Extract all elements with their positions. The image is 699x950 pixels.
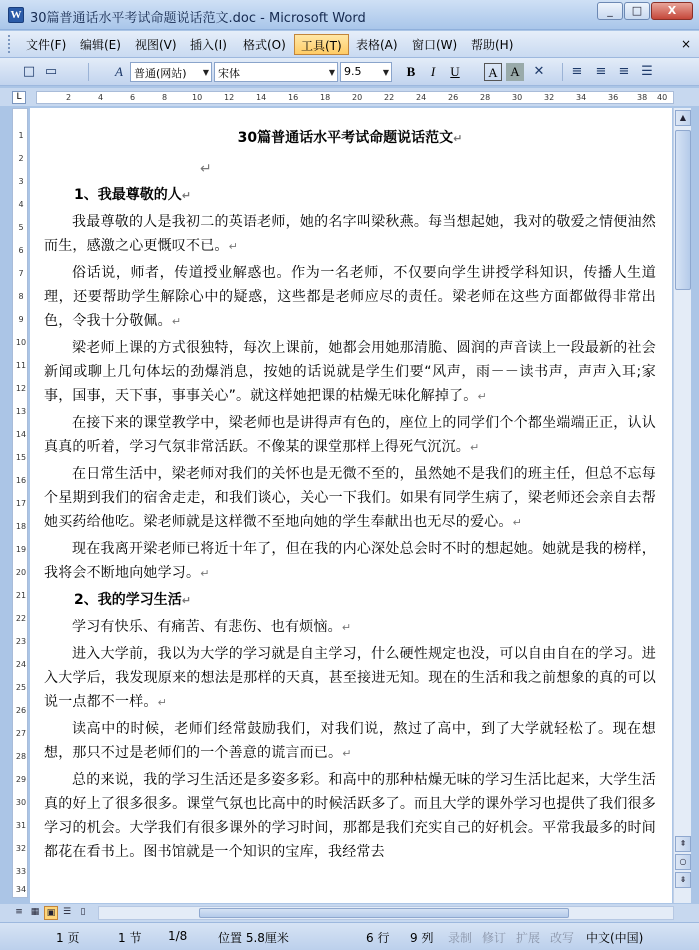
menu-file[interactable]: 文件(F) xyxy=(26,38,67,52)
vruler-mark: 27 xyxy=(15,729,27,738)
menu-format[interactable]: 格式(O) xyxy=(243,38,286,52)
vruler-mark: 34 xyxy=(15,885,27,894)
new-document-icon[interactable]: □ xyxy=(22,64,36,79)
vruler-mark: 3 xyxy=(18,177,24,186)
ruler-mark: 16 xyxy=(288,93,299,102)
vruler-mark: 26 xyxy=(15,706,27,715)
vruler-mark: 20 xyxy=(15,568,27,577)
menu-view[interactable]: 视图(V) xyxy=(135,38,177,52)
vruler-mark: 10 xyxy=(15,338,27,347)
vruler-mark: 15 xyxy=(15,453,27,462)
section-heading-1: 1、我最尊敬的人↵ xyxy=(74,187,191,203)
toolbar-separator xyxy=(88,63,89,81)
character-scaling-icon[interactable]: ✕ xyxy=(533,64,545,79)
title-bar xyxy=(0,0,699,30)
next-page-icon[interactable]: ⇟ xyxy=(675,872,691,888)
status-column: 9 列 xyxy=(410,931,434,945)
window-title: 30篇普通话水平考试命题说话范文.doc - Microsoft Word xyxy=(30,11,366,26)
close-document-icon[interactable]: × xyxy=(680,37,691,51)
status-language: 中文(中国) xyxy=(586,931,644,945)
vruler-mark: 14 xyxy=(15,430,27,439)
menu-table[interactable]: 表格(A) xyxy=(356,38,398,52)
ruler-mark: 36 xyxy=(608,93,619,102)
ruler-mark: 32 xyxy=(544,93,555,102)
menu-tools[interactable]: 工具(T) xyxy=(294,34,349,55)
browse-object-icon[interactable]: ○ xyxy=(675,854,691,870)
menu-grip-handle[interactable] xyxy=(8,35,12,53)
reading-view-icon[interactable]: ▯ xyxy=(80,907,86,917)
vruler-mark: 24 xyxy=(15,660,27,669)
vruler-mark: 1 xyxy=(18,131,24,140)
paragraph: 现在我离开梁老师已将近十年了，但在我的内心深处总会时不时的想起她。她就是我的榜样，我将会不断地向她学习。↵ xyxy=(44,541,656,581)
ruler-mark: 12 xyxy=(224,93,235,102)
ruler-mark: 18 xyxy=(320,93,331,102)
ruler-mark: 34 xyxy=(576,93,587,102)
ruler-mark: 40 xyxy=(657,93,668,102)
font-combo[interactable] xyxy=(214,62,338,82)
ruler-mark: 24 xyxy=(416,93,427,102)
outline-view-icon[interactable]: ☰ xyxy=(62,907,72,917)
status-bar xyxy=(0,922,699,950)
vruler-mark: 13 xyxy=(15,407,27,416)
ruler-scale[interactable] xyxy=(36,91,674,104)
menu-help[interactable]: 帮助(H) xyxy=(471,38,514,52)
previous-page-icon[interactable]: ⇞ xyxy=(675,836,691,852)
chevron-down-icon: ▼ xyxy=(328,68,335,77)
ruler-mark: 30 xyxy=(512,93,523,102)
vertical-ruler[interactable] xyxy=(12,108,28,898)
menu-edit[interactable]: 编辑(E) xyxy=(80,38,121,52)
status-overtype[interactable]: 改写 xyxy=(550,931,575,945)
section-heading-2: 2、我的学习生活↵ xyxy=(74,592,191,608)
ruler-mark: 38 xyxy=(637,93,648,102)
vruler-mark: 29 xyxy=(15,775,27,784)
ruler-mark: 14 xyxy=(256,93,267,102)
print-view-icon[interactable]: ▣ xyxy=(44,906,58,920)
vruler-mark: 19 xyxy=(15,545,27,554)
vruler-mark: 12 xyxy=(15,384,27,393)
vruler-mark: 30 xyxy=(15,798,27,807)
vruler-mark: 17 xyxy=(15,499,27,508)
vruler-mark: 9 xyxy=(18,315,24,324)
document-title: 30篇普通话水平考试命题说话范文↵ xyxy=(237,130,463,146)
vruler-mark: 23 xyxy=(15,637,27,646)
menu-bar xyxy=(0,31,699,58)
normal-view-icon[interactable]: ≡ xyxy=(15,907,23,917)
status-line: 6 行 xyxy=(366,931,390,945)
vruler-mark: 21 xyxy=(15,591,27,600)
chevron-down-icon: ▼ xyxy=(202,68,209,77)
vruler-mark: 18 xyxy=(15,522,27,531)
formatting-toolbar xyxy=(0,58,699,86)
underline-button[interactable]: U xyxy=(450,64,460,79)
paragraph: 总的来说，我的学习生活还是多姿多彩。和高中的那种枯燥无味的学习生活比起来，大学生活真的好上了很多很多。课堂气氛也比高中的时候活跃多了。而且大学的课外学习也提供了我们很多学习的机会。大学我们有很多课外的学习时间，那都是我们充实自己的好机会。平常我最多的时间都花在看书上。图书馆就是一个知识的宝库，我经常去 xyxy=(44,772,656,860)
style-value: 普通(网站) xyxy=(134,67,187,80)
align-center-icon[interactable]: ≡ xyxy=(595,64,607,79)
status-page: 1 页 xyxy=(56,931,80,945)
styles-pane-icon[interactable]: A xyxy=(115,64,123,79)
bold-button[interactable]: B xyxy=(406,64,416,79)
paragraph: 我最尊敬的人是我初二的英语老师，她的名字叫梁秋燕。每当想起她，我对的敬爱之情便油然而生，感激之心更慨叹不已。↵ xyxy=(44,214,656,254)
italic-button[interactable]: I xyxy=(430,64,436,79)
horizontal-scrollbar[interactable] xyxy=(98,906,674,920)
ruler-mark: 28 xyxy=(480,93,491,102)
align-left-icon[interactable]: ≡ xyxy=(571,64,583,79)
justify-icon[interactable]: ☰ xyxy=(641,64,653,79)
ruler-mark: 8 xyxy=(162,93,168,102)
vertical-scrollbar[interactable] xyxy=(673,108,691,903)
maximize-button[interactable]: □ xyxy=(624,2,650,20)
minimize-button[interactable]: _ xyxy=(597,2,623,20)
vruler-mark: 2 xyxy=(18,154,24,163)
ruler-mark: 4 xyxy=(98,93,104,102)
tab-selector[interactable]: L xyxy=(12,91,26,104)
ruler-mark: 10 xyxy=(192,93,203,102)
ruler-mark: 22 xyxy=(384,93,395,102)
chevron-down-icon: ▼ xyxy=(382,68,389,77)
hscroll-thumb[interactable] xyxy=(199,908,569,918)
align-right-icon[interactable]: ≡ xyxy=(618,64,630,79)
vruler-mark: 4 xyxy=(18,200,24,209)
web-view-icon[interactable]: ▦ xyxy=(30,907,40,917)
vruler-mark: 33 xyxy=(15,867,27,876)
vruler-mark: 16 xyxy=(15,476,27,485)
ruler-mark: 6 xyxy=(130,93,136,102)
ruler-mark: 26 xyxy=(448,93,459,102)
status-record[interactable]: 录制 xyxy=(448,931,473,945)
vruler-mark: 32 xyxy=(15,844,27,853)
vruler-mark: 25 xyxy=(15,683,27,692)
font-size-combo[interactable] xyxy=(340,62,392,82)
paragraph: 梁老师上课的方式很独特，每次上课前，她都会用她那清脆、圆润的声音读上一段最新的社会新闻或聊上几句体坛的劲爆消息，按她的话说就是学生们要“风声，雨－－读书声，声声入耳;家事，国事，天下事，事事关心”。就这样她把课的枯燥无味化解掉了。↵ xyxy=(44,340,656,404)
status-pages: 1/8 xyxy=(168,929,188,943)
vruler-mark: 8 xyxy=(18,292,24,301)
close-button[interactable]: X xyxy=(651,2,693,20)
word-app-icon[interactable]: W xyxy=(8,7,24,23)
paragraph: 俗话说，师者，传道授业解惑也。作为一名老师，不仅要向学生讲授学科知识，传播人生道理，还要帮助学生解除心中的疑惑，这些都是老师应尽的责任。梁老师在这些方面都做得非常出色，令我十分敬佩。↵ xyxy=(44,265,656,329)
status-extend[interactable]: 扩展 xyxy=(516,931,541,945)
document-page[interactable] xyxy=(30,108,672,903)
style-combo[interactable] xyxy=(130,62,212,82)
status-position: 位置 5.8厘米 xyxy=(218,931,289,945)
toolbar-separator xyxy=(562,63,563,81)
font-size-value: 9.5 xyxy=(344,65,362,78)
character-shading-button[interactable]: A xyxy=(506,63,524,81)
paragraph: 在接下来的课堂教学中，梁老师也是讲得声有色的，座位上的同学们个个都坐端端正正，认认真真的听着，学习气氛非常活跃。不像某的课堂那样上得死气沉沉。↵ xyxy=(44,415,656,455)
menu-insert[interactable]: 插入(I) xyxy=(190,38,227,52)
scroll-thumb[interactable] xyxy=(675,130,691,290)
open-folder-icon[interactable]: ▭ xyxy=(44,64,58,79)
menu-window[interactable]: 窗口(W) xyxy=(412,38,458,52)
vruler-mark: 28 xyxy=(15,752,27,761)
vruler-mark: 6 xyxy=(18,246,24,255)
status-section: 1 节 xyxy=(118,931,142,945)
horizontal-scroll-row xyxy=(0,904,699,922)
paragraph: 在日常生活中，梁老师对我们的关怀也是无微不至的，虽然她不是我们的班主任，但总不忘每个星期到我们的宿舍走走，和我们谈心，关心一下我们。如果有同学生病了，梁老师还会亲自去帮她买药给他吃。梁老师就是这样微不至地向她的学生奉献出也无尽的爱心。↵ xyxy=(44,466,656,530)
vruler-mark: 7 xyxy=(18,269,24,278)
paragraph: 进入大学前，我以为大学的学习就是自主学习，什么硬性规定也没，可以自由自在的学习。进入大学后，我发现原来的想法是那样的天真，甚至接进无知。现在的生活和我之前想象的真的可以说一点都不一样。↵ xyxy=(44,646,656,710)
vruler-mark: 11 xyxy=(15,361,27,370)
font-color-button[interactable]: A xyxy=(484,63,502,81)
paragraph: 学习有快乐、有痛苦、有悲伤、也有烦恼。↵ xyxy=(72,619,352,635)
vruler-mark: 31 xyxy=(15,821,27,830)
horizontal-ruler xyxy=(0,88,699,106)
window-controls xyxy=(596,2,693,20)
paragraph: 读高中的时候，老师们经常鼓励我们，对我们说，熬过了高中，到了大学就轻松了。现在想想，那只不过是老师们的一个善意的谎言而已。↵ xyxy=(44,721,656,761)
scroll-up-icon[interactable]: ▲ xyxy=(675,110,691,126)
vruler-mark: 22 xyxy=(15,614,27,623)
font-value: 宋体 xyxy=(218,67,240,80)
ruler-mark: 20 xyxy=(352,93,363,102)
vruler-mark: 5 xyxy=(18,223,24,232)
ruler-mark: 2 xyxy=(66,93,72,102)
status-track-changes[interactable]: 修订 xyxy=(482,931,507,945)
empty-paragraph: ↵ xyxy=(200,161,212,177)
document-body[interactable] xyxy=(44,126,656,866)
